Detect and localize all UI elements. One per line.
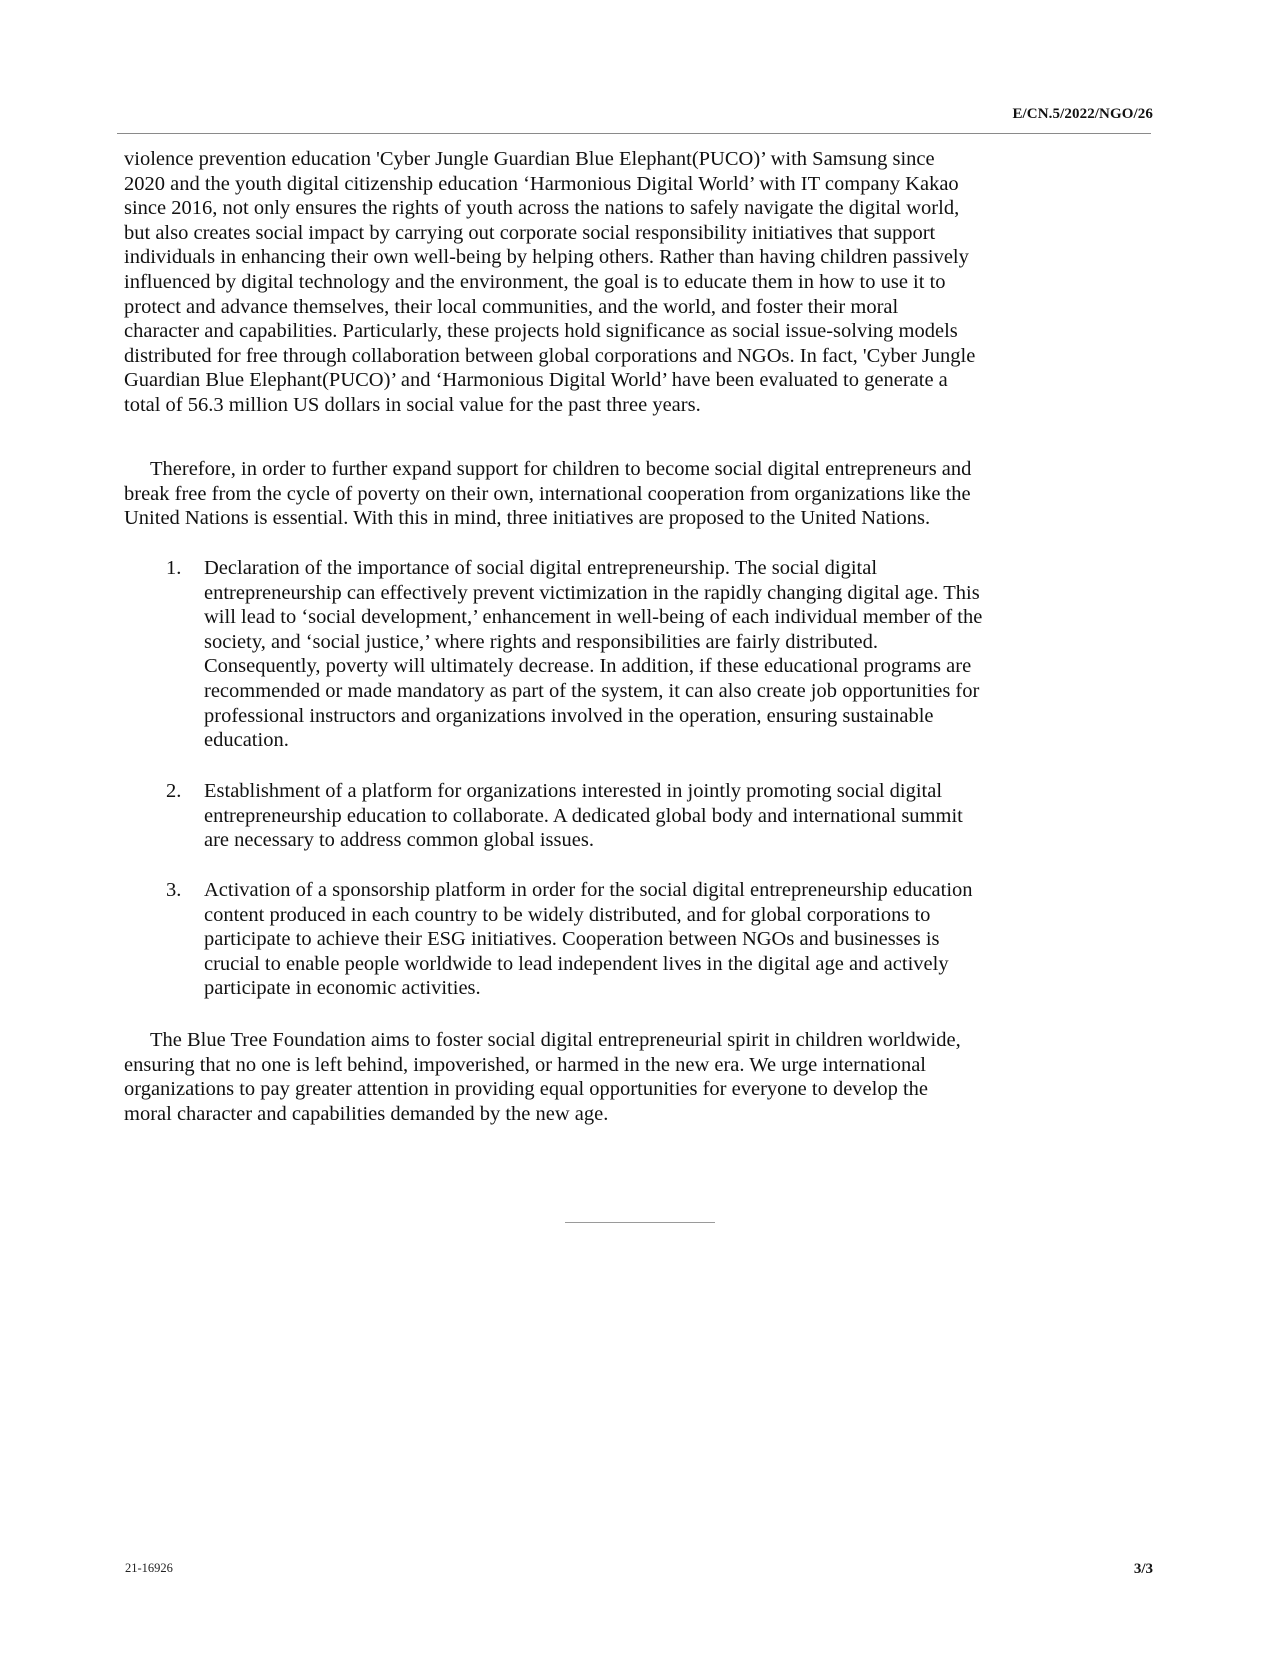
- text-line: United Nations is essential. With this in mind, three initiatives are proposed to the United Nations.: [124, 507, 931, 530]
- text-line: since 2016, not only ensures the rights of youth across the nations to safely navigate the digital world,: [124, 197, 960, 220]
- text-line: Therefore, in order to further expand support for children to become social digital entrepreneurs and: [150, 458, 972, 480]
- text-line: Declaration of the importance of social digital entrepreneurship. The social digital: [204, 557, 878, 579]
- text-line: total of 56.3 million US dollars in social value for the past three years.: [124, 393, 701, 416]
- text-line: professional instructors and organizations involved in the operation, ensuring sustainable: [204, 704, 934, 727]
- header-rule: [117, 133, 1151, 134]
- text-line: Guardian Blue Elephant(PUCO)’ and ‘Harmonious Digital World’ have been evaluated to generate a: [124, 369, 948, 392]
- text-line: society, and ‘social justice,’ where rights and responsibilities are fairly distributed.: [204, 630, 879, 653]
- text-line: participate in economic activities.: [204, 977, 481, 1000]
- text-line: recommended or made mandatory as part of the system, it can also create job opportunities for: [204, 679, 980, 702]
- text-line: break free from the cycle of poverty on their own, international cooperation from organizations like the: [124, 482, 971, 505]
- text-line: Establishment of a platform for organizations interested in jointly promoting social digital: [204, 780, 943, 802]
- text-line: will lead to ‘social development,’ enhancement in well-being of each individual member of the: [204, 606, 983, 629]
- text-line: organizations to pay greater attention in providing equal opportunities for everyone to develop the: [124, 1078, 929, 1101]
- list-number: 2.: [166, 780, 182, 802]
- text-line: The Blue Tree Foundation aims to foster social digital entrepreneurial spirit in children worldwide,: [150, 1029, 961, 1051]
- text-line: ensuring that no one is left behind, impoverished, or harmed in the new era. We urge international: [124, 1053, 926, 1076]
- text-line: moral character and capabilities demanded by the new age.: [124, 1102, 609, 1125]
- text-line: Consequently, poverty will ultimately decrease. In addition, if these educational programs are: [204, 655, 972, 678]
- list-number: 3.: [166, 879, 182, 901]
- text-line: violence prevention education 'Cyber Jungle Guardian Blue Elephant(PUCO)’ with Samsung since: [124, 148, 935, 170]
- text-line: distributed for free through collaboration between global corporations and NGOs. In fact, 'Cyber Jungle: [124, 344, 976, 367]
- page-number: 3/3: [1133, 1561, 1153, 1577]
- paragraph-conclusion: [124, 1028, 1154, 1126]
- text-line: participate to achieve their ESG initiatives. Cooperation between NGOs and businesses is: [204, 928, 940, 951]
- job-number: 21-16926: [125, 1561, 173, 1575]
- text-line: entrepreneurship education to collaborate. A dedicated global body and international summit: [204, 804, 963, 827]
- text-line: character and capabilities. Particularly, these projects hold significance as social issue-solving models: [124, 320, 958, 343]
- text-line: Activation of a sponsorship platform in order for the social digital entrepreneurship education: [204, 879, 973, 901]
- list-number: 1.: [166, 557, 182, 579]
- text-line: 2020 and the youth digital citizenship education ‘Harmonious Digital World’ with IT company Kakao: [124, 172, 959, 195]
- text-line: entrepreneurship can effectively prevent victimization in the rapidly changing digital age. This: [204, 581, 980, 604]
- text-line: crucial to enable people worldwide to lead independent lives in the digital age and actively: [204, 952, 949, 975]
- text-line: content produced in each country to be widely distributed, and for global corporations to: [204, 903, 931, 926]
- end-of-document-rule: [565, 1222, 715, 1223]
- document-symbol: E/CN.5/2022/NGO/26: [1012, 106, 1153, 122]
- text-line: influenced by digital technology and the environment, the goal is to educate them in how to use it to: [124, 270, 946, 293]
- text-line: but also creates social impact by carrying out corporate social responsibility initiatives that support: [124, 221, 936, 244]
- text-line: protect and advance themselves, their local communities, and the world, and foster their moral: [124, 295, 899, 318]
- text-line: are necessary to address common global issues.: [204, 829, 594, 852]
- text-line: education.: [204, 729, 289, 752]
- text-line: individuals in enhancing their own well-being by helping others. Rather than having children passively: [124, 246, 969, 269]
- paragraph-continuation: [124, 147, 1154, 418]
- paragraph-proposal-intro: [124, 457, 1154, 531]
